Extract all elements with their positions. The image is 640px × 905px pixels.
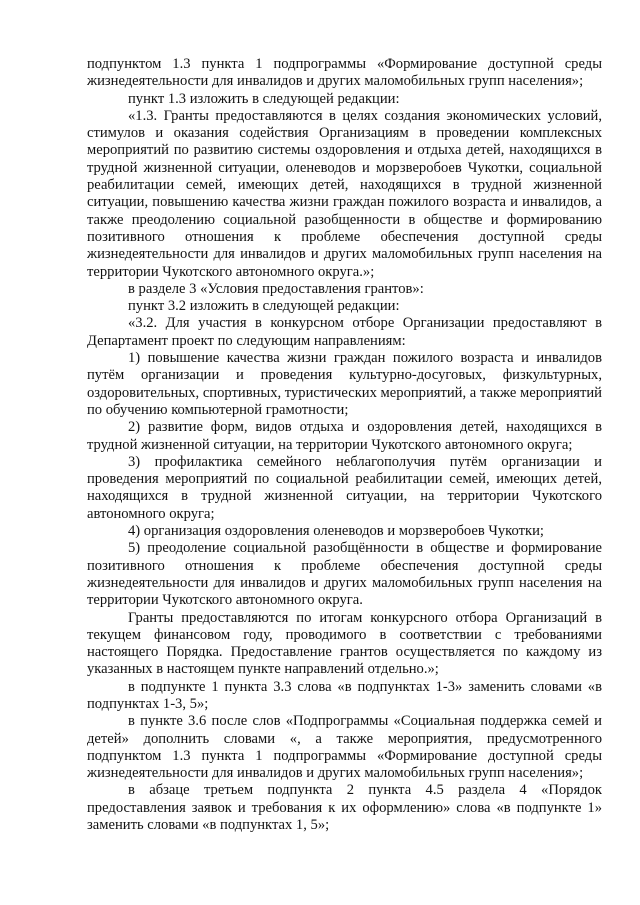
paragraph-7: 1) повышение качества жизни граждан пожилого возраста и инвалидов путём организации и проведения культурно-досуговых, физкультурных, оздоровительных, спортивных, туристических мероприятий, а также мероприятий по обучению компьютерной грамотности;	[87, 350, 602, 418]
paragraph-4: в разделе 3 «Условия предоставления грантов»:	[128, 280, 424, 297]
paragraph-15: в абзаце третьем подпункта 2 пункта 4.5 раздела 4 «Порядок предоставления заявок и требования к их оформлению» слова «в подпункте 1» заменить словами «в подпунктах 1, 5»;	[87, 782, 602, 834]
paragraph-5: пункт 3.2 изложить в следующей редакции:	[128, 298, 400, 315]
paragraph-8: 2) развитие форм, видов отдыха и оздоровления детей, находящихся в трудной жизненной ситуации, на территории Чукотского автономного округа;	[87, 419, 602, 453]
paragraph-9: 3) профилактика семейного неблагополучия путём организации и проведения мероприятий по социальной реабилитации семей, имеющих детей, находящихся в трудной жизненной ситуации, на территории Чукотского автономного округа;	[87, 453, 602, 522]
paragraph-10: 4) организация оздоровления оленеводов и морзверобоев Чукотки;	[128, 523, 544, 540]
paragraph-2: пункт 1.3 изложить в следующей редакции:	[128, 90, 400, 107]
paragraph-13: в подпункте 1 пункта 3.3 слова «в подпунктах 1-3» заменить словами «в подпунктах 1-3, 5»;	[87, 678, 602, 712]
paragraph-14: в пункте 3.6 после слов «Подпрограммы «Социальная поддержка семей и детей» дополнить словами «, а также мероприятия, предусмотренного подпунктом 1.3 пункта 1 подпрограммы «Формирование доступной среды жизнедеятельности для инвалидов и других маломобильных групп населения»;	[87, 713, 602, 782]
paragraph-12: Гранты предоставляются по итогам конкурсного отбора Организаций в текущем финансовом году, проводимого в соответствии с требованиями настоящего Порядка. Предоставление грантов осуществляется по каждому из указанных в настоящем пункте направлений отдельно.»;	[87, 609, 602, 678]
paragraph-6: «3.2. Для участия в конкурсном отборе Организации предоставляют в Департамент проект по следующим направлениям:	[87, 315, 602, 349]
document-page	[87, 56, 602, 834]
paragraph-11: 5) преодоление социальной разобщённости в обществе и формирование позитивного отношения к проблеме обеспечения доступной среды жизнедеятельности для инвалидов и других маломобильных групп населения на территории Чукотского автономного округа.	[87, 540, 602, 609]
paragraph-3: «1.3. Гранты предоставляются в целях создания экономических условий, стимулов и оказания содействия Организациям в проведении комплексных мероприятий по развитию системы оздоровления и отдыха детей, находящихся в трудной жизненной ситуации, оленеводов и морзверобоев Чукотки, социальной реабилитации семей, имеющих детей, находящихся в трудной жизненной ситуации, повышению качества жизни граждан пожилого возраста и инвалидов, а также преодолению социальной разобщенности в обществе и формированию позитивного отношения к проблеме обеспечения доступной среды жизнедеятельности для инвалидов и других маломобильных групп населения на территории Чукотского автономного округа.»;	[87, 107, 602, 280]
paragraph-1: подпунктом 1.3 пункта 1 подпрограммы «Формирование доступной среды жизнедеятельности для инвалидов и других маломобильных групп населения»;	[87, 56, 602, 90]
